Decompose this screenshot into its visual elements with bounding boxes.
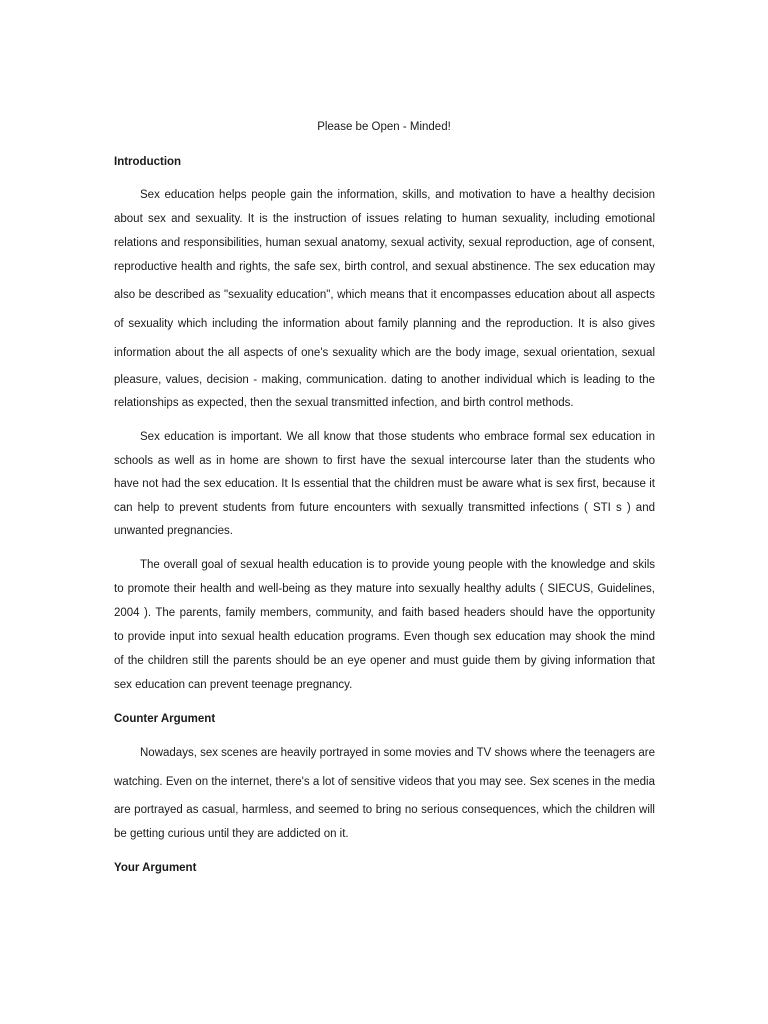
paragraph-line: about sex and sexuality. It is the instruction of issues relating to human sexuality, including emotional xyxy=(114,213,655,225)
paragraph-line: have not had the sex education. It Is essential that the children must be aware what is sex first, because it xyxy=(114,478,655,490)
paragraph-line: Sex education is important. We all know that those students who embrace formal sex education in xyxy=(140,431,655,443)
paragraph-line: unwanted pregnancies. xyxy=(114,525,233,537)
paragraph-line: 2004 ). The parents, family members, community, and faith based headers should have the opportunity xyxy=(114,607,655,619)
heading-introduction: Introduction xyxy=(114,156,182,168)
paragraph-line: of sexuality which including the information about family planning and the reproduction. It is also gives xyxy=(114,318,655,330)
paragraph-line: reproductive health and rights, the safe sex, birth control, and sexual abstinence. The sex education may xyxy=(114,261,655,273)
paragraph-line: The overall goal of sexual health education is to provide young people with the knowledge and skils xyxy=(140,559,655,571)
paragraph-line: relationships as expected, then the sexual transmitted infection, and birth control methods. xyxy=(114,397,574,409)
paragraph-line: to promote their health and well-being as they mature into sexually healthy adults ( SIECUS, Guidelines, xyxy=(114,583,655,595)
paragraph-line: pleasure, values, decision - making, communication. dating to another individual which is leading to the xyxy=(114,374,655,386)
paragraph-line: Sex education helps people gain the information, skills, and motivation to have a healthy decision xyxy=(140,189,655,201)
heading-counter-argument: Counter Argument xyxy=(114,713,216,725)
paragraph-line: schools as well as in home are shown to first have the sexual intercourse later than the students who xyxy=(114,455,655,467)
heading-your-argument: Your Argument xyxy=(114,862,197,874)
paragraph-line: also be described as "sexuality education", which means that it encompasses education about all aspects xyxy=(114,289,655,301)
paragraph-line: watching. Even on the internet, there's a lot of sensitive videos that you may see. Sex scenes in the media xyxy=(114,776,655,788)
paragraph-line: of the children still the parents should be an eye opener and must guide them by giving information that xyxy=(114,655,655,667)
paragraph-line: Nowadays, sex scenes are heavily portrayed in some movies and TV shows where the teenagers are xyxy=(140,747,655,759)
paragraph-line: can help to prevent students from future encounters with sexually transmitted infections ( STI s ) and xyxy=(114,502,655,514)
paragraph-line: are portrayed as casual, harmless, and seemed to bring no serious consequences, which the children will xyxy=(114,804,655,816)
paragraph-line: sex education can prevent teenage pregnancy. xyxy=(114,679,353,691)
document-title: Please be Open - Minded! xyxy=(317,121,451,133)
paragraph-line: relations and responsibilities, human sexual anatomy, sexual activity, sexual reproduction, age of consent, xyxy=(114,237,655,249)
paragraph-line: to provide input into sexual health education programs. Even though sex education may shook the mind xyxy=(114,631,655,643)
paragraph-line: be getting curious until they are addicted on it. xyxy=(114,828,349,840)
paragraph-line: information about the all aspects of one's sexuality which are the body image, sexual orientation, sexual xyxy=(114,347,655,359)
